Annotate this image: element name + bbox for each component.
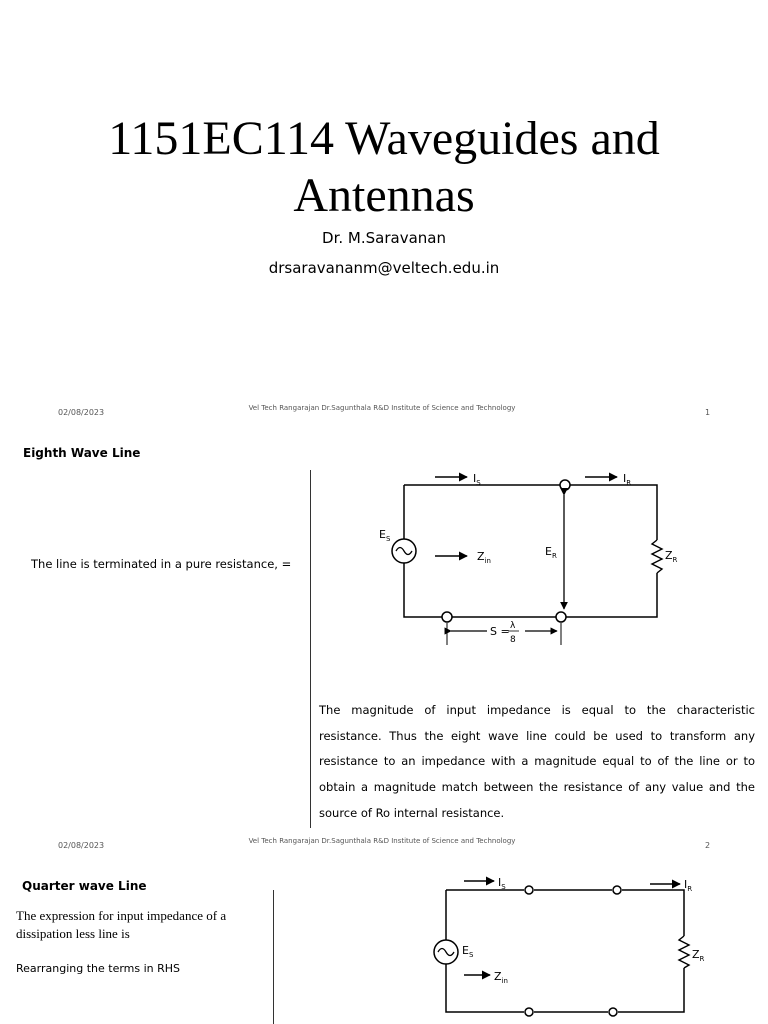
label-lambda: λ <box>510 621 516 631</box>
slide1-footer-institution: Vel Tech Rangarajan Dr.Sagunthala R&D Institute of Science and Technology <box>248 404 516 412</box>
slide3-text-rearranging: Rearranging the terms in RHS <box>16 962 181 975</box>
quarter-wave-circuit-diagram <box>420 870 720 1024</box>
slide1-footer-date: 02/08/2023 <box>58 408 105 417</box>
slide1-email: drsaravananm@veltech.edu.in <box>268 259 500 277</box>
eighth-wave-circuit-diagram <box>365 465 695 655</box>
slide1-author: Dr. M.Saravanan <box>322 229 446 247</box>
slide3-heading: Quarter wave Line <box>22 879 147 893</box>
label-s-eq: S = <box>490 625 510 638</box>
label-is: $I_S$ <box>498 876 506 891</box>
terminal-top-right <box>613 886 621 894</box>
circuit-wire <box>446 890 684 1012</box>
label-er: $E_R$ <box>545 545 557 560</box>
label-ir: $I_R$ <box>623 472 632 487</box>
slide3-text-expression: The expression for input impedance of a dissipation less line is <box>16 908 227 941</box>
label-es: $E_S$ <box>462 944 474 959</box>
slide2-divider <box>310 470 311 828</box>
slide2-heading: Eighth Wave Line <box>23 446 141 460</box>
label-is: $I_S$ <box>473 472 481 487</box>
slide1-footer-page: 1 <box>705 408 711 417</box>
circuit-wire <box>404 485 657 617</box>
load-resistor-icon <box>652 540 662 573</box>
terminal-top <box>560 480 570 490</box>
terminal-bottom-right <box>556 612 566 622</box>
terminal-bottom-right <box>609 1008 617 1016</box>
label-zin: $Z_{in}$ <box>494 970 508 985</box>
terminal-bottom-left <box>525 1008 533 1016</box>
slide2-footer-institution: Vel Tech Rangarajan Dr.Sagunthala R&D Institute of Science and Technology <box>248 837 516 845</box>
terminal-bottom-left <box>442 612 452 622</box>
terminal-top-left <box>525 886 533 894</box>
label-zr: $Z_R$ <box>692 948 705 963</box>
slide2-footer-page: 2 <box>705 841 711 850</box>
slide2-footer-date: 02/08/2023 <box>58 841 105 850</box>
label-es: $E_S$ <box>379 528 391 543</box>
label-zin: $Z_{in}$ <box>477 550 491 565</box>
label-eight: 8 <box>510 635 516 645</box>
slide2-left-text: The line is terminated in a pure resistance, = <box>31 557 292 571</box>
slide2-paragraph: The magnitude of input impedance is equal to the characteristic resistance. Thus the eight wave line could be used to transform any resistance to an impedance with a magnitude equal to of the line or to obtain a magnitude match between the resistance of any value and the source of Ro internal resistance. <box>319 703 755 820</box>
slide3-divider <box>273 890 274 1024</box>
load-resistor-icon <box>679 936 689 968</box>
slide1-title: 1151EC114 Waveguides and Antennas <box>108 112 660 222</box>
label-zr: $Z_R$ <box>665 549 678 564</box>
label-ir: $I_R$ <box>684 878 693 893</box>
